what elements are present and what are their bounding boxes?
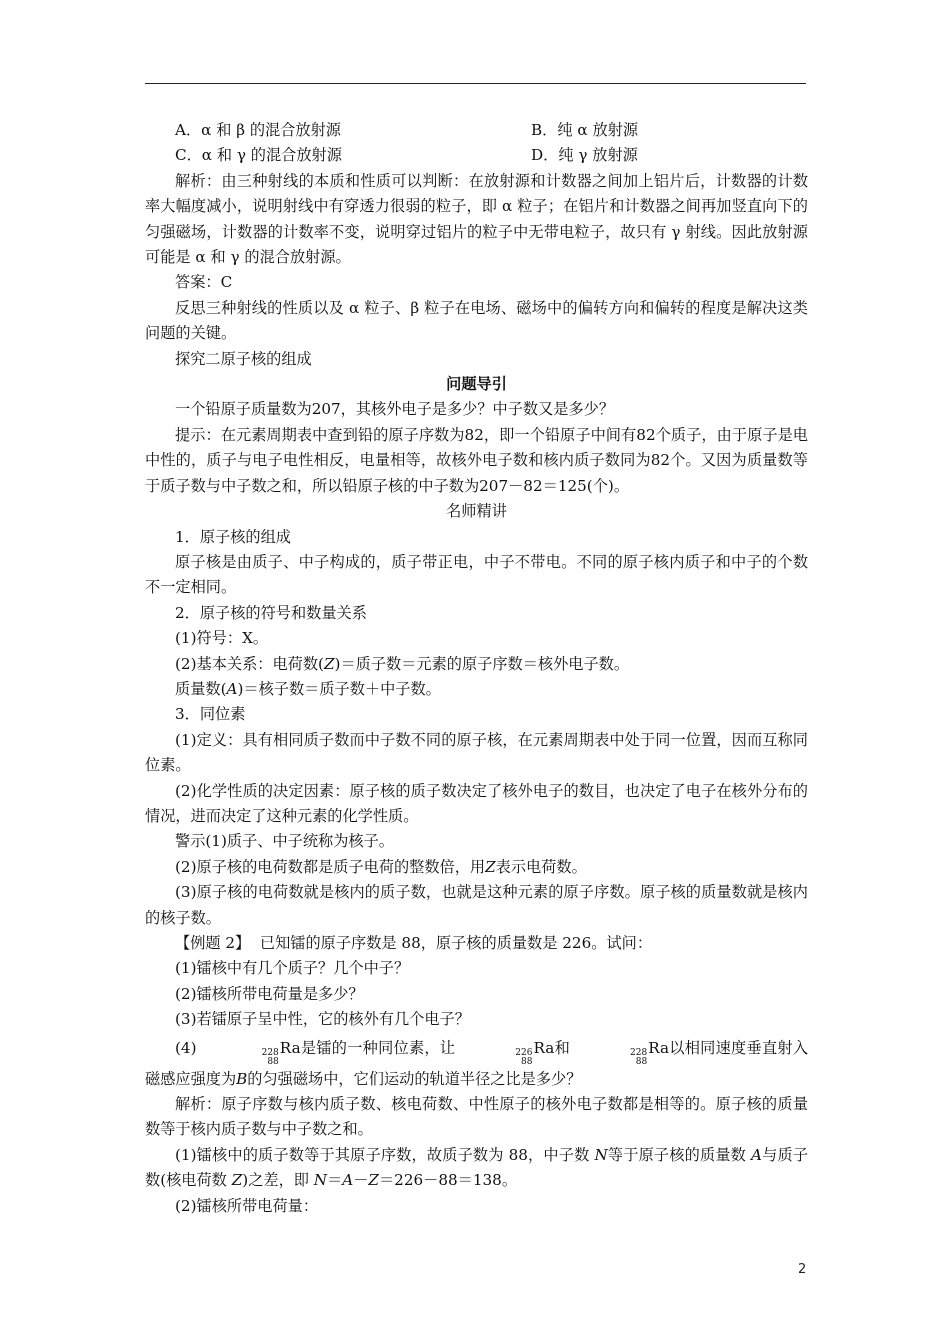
- a1-text-3: 与质子数(核电荷数: [145, 1145, 809, 1190]
- answer-part-2: (2)镭核所带电荷量：: [175, 1196, 319, 1215]
- point-3-chemistry: (2)化学性质的决定因素：原子核的质子数决定了核外电子的数目，也决定了电子在核外分布的情况，进而决定了这种元素的化学性质。: [145, 781, 808, 825]
- q4-text-4: 的匀强磁场中，它们运动的轨道半径之比是多少？: [247, 1069, 582, 1088]
- a1-var-a: A: [751, 1145, 762, 1164]
- question-3: (3)若镭原子呈中性，它的核外有几个电子？: [175, 1010, 470, 1029]
- a1-text-4: )之差，即: [242, 1171, 314, 1190]
- point-2-title: 2．原子核的符号和数量关系: [175, 603, 367, 622]
- mass-text-2: )＝核子数＝质子数＋中子数。: [237, 679, 441, 698]
- point-2-symbol: (1)符号：X。: [175, 629, 269, 648]
- point-2-mass: [145, 677, 808, 702]
- guide-question: 一个铅原子质量数为207，其核外电子是多少？中子数又是多少？: [175, 400, 615, 419]
- example-label: 【例题 2】: [175, 934, 251, 952]
- warning-1: 警示(1)质子、中子统称为核子。: [175, 832, 394, 851]
- a1-var-n-2: N: [313, 1171, 328, 1190]
- analysis-paragraph-2: 解析：原子序数与核内质子数、核电荷数、中性原子的核外电子数都是相等的。原子核的质量数等于核内质子数与中子数之和。: [145, 1095, 808, 1139]
- a1-var-z-2: Z: [368, 1171, 379, 1190]
- options-row-1: [145, 118, 808, 143]
- example-text: 已知镭的原子序数是 88，原子核的质量数是 226。试问：: [259, 934, 653, 952]
- nuclide-atomic-number: 88: [635, 1056, 648, 1067]
- warning-3: (3)原子核的电荷数就是核内的质子数，也就是这种元素的原子序数。原子核的质量数就是核内的核子数。: [145, 883, 808, 927]
- question-1: (1)镭核中有几个质子？几个中子？: [175, 959, 410, 978]
- point-2-relation: [145, 652, 808, 677]
- a1-text-2: 等于原子核的质量数: [607, 1145, 751, 1164]
- relation-var-z: Z: [323, 654, 335, 673]
- relation-text-2: )＝质子数＝元素的原子序数＝核外电子数。: [334, 654, 630, 673]
- point-3-definition: (1)定义：具有相同质子数而中子数不同的原子核，在元素周期表中处于同一位置，因而互称同位素。: [145, 730, 808, 775]
- a1-text-6: －: [353, 1171, 369, 1190]
- reflection-paragraph: 反思三种射线的性质以及 α 粒子、β 粒子在电场、磁场中的偏转方向和偏转的程度是解决这类问题的关键。: [145, 298, 808, 343]
- point-1-body: 原子核是由质子、中子构成的，质子带正电，中子不带电。不同的原子核内质子和中子的个数不一定相同。: [145, 552, 808, 597]
- warning-2-text-2: 表示电荷数。: [495, 857, 587, 876]
- nuclide-symbol: Ra: [533, 1038, 555, 1057]
- nuclide-symbol: Ra: [648, 1038, 670, 1057]
- mass-var-a: A: [226, 679, 238, 698]
- nuclide-ra-226: [455, 1036, 554, 1067]
- nuclide-symbol: Ra: [279, 1038, 301, 1057]
- a1-text-7: ＝226－88＝138。: [378, 1171, 518, 1190]
- a1-text-1: (1)镭核中的质子数等于其原子序数，故质子数为 88，中子数: [175, 1145, 595, 1164]
- nuclide-atomic-number: 88: [267, 1056, 279, 1067]
- warning-2-var-z: Z: [485, 857, 496, 876]
- nuclide-mass: 228: [630, 1047, 648, 1058]
- warning-2: [145, 855, 808, 880]
- q4-text-3: 以相同速度垂直射入磁感应强度为: [145, 1038, 809, 1088]
- option-c: C．α 和 γ 的混合放射源: [175, 146, 342, 165]
- guide-title: 问题导引: [446, 375, 507, 394]
- answer-part-1: [145, 1143, 808, 1194]
- document-body: [145, 118, 808, 1219]
- nuclide-ra-228: [202, 1036, 301, 1067]
- point-3-title: 3．同位素: [175, 705, 246, 724]
- q4-text-2: 和: [554, 1038, 571, 1057]
- q4-var-b: B: [236, 1069, 248, 1088]
- options-row-2: [145, 143, 808, 168]
- option-a: A．α 和 β 的混合放射源: [175, 121, 341, 139]
- q4-text-1: 是镭的一种同位素，让: [300, 1038, 456, 1057]
- question-2: (2)镭核所带电荷量是多少？: [175, 984, 364, 1003]
- nuclide-atomic-number: 88: [521, 1056, 533, 1067]
- warning-2-text-1: (2)原子核的电荷数都是质子电荷的整数倍，用: [175, 857, 486, 876]
- header-rule: [145, 83, 806, 84]
- a1-var-n: N: [594, 1145, 608, 1164]
- nuclide-mass: 226: [515, 1047, 533, 1058]
- relation-text-1: (2)基本关系：电荷数(: [175, 654, 324, 673]
- q4-prefix: (4): [175, 1038, 202, 1057]
- a1-text-5: ＝: [327, 1171, 343, 1190]
- a1-var-a-2: A: [342, 1171, 354, 1190]
- mass-text-1: 质量数(: [175, 679, 227, 698]
- nuclide-ra-228-second: [570, 1036, 669, 1067]
- analysis-paragraph-1: 解析：由三种射线的本质和性质可以判断：在放射源和计数器之间加上铝片后，计数器的计数率大幅度减小，说明射线中有穿透力很弱的粒子，即 α 粒子；在铝片和计数器之间再加竖直向下的匀强磁场，计数器的计数率不变，说明穿过铝片的粒子中无带电粒子，故只有 γ 射线。因此放射源可能是 α 和 γ 的混合放射源。: [145, 171, 808, 267]
- nuclide-mass: 228: [261, 1047, 279, 1058]
- a1-var-z: Z: [231, 1171, 243, 1190]
- question-4: [145, 1036, 808, 1092]
- option-d: D．纯 γ 放射源: [531, 146, 638, 165]
- lecture-title: 名师精讲: [446, 502, 507, 521]
- option-b: B．纯 α 放射源: [531, 121, 639, 139]
- section-2-title: 探究二原子核的组成: [175, 349, 312, 368]
- point-1-title: 1．原子核的组成: [175, 527, 291, 546]
- page-number: 2: [798, 1262, 807, 1277]
- example-2: [145, 931, 808, 956]
- answer-1: 答案：C: [175, 273, 233, 292]
- guide-hint: 提示：在元素周期表中查到铅的原子序数为82，即一个铅原子中间有82个质子，由于原子是电中性的，质子与电子电性相反，电量相等，故核外电子数和核内质子数同为82个。又因为质量数等于质子数与中子数之和，所以铅原子核的中子数为207－82＝125(个)。: [145, 425, 808, 495]
